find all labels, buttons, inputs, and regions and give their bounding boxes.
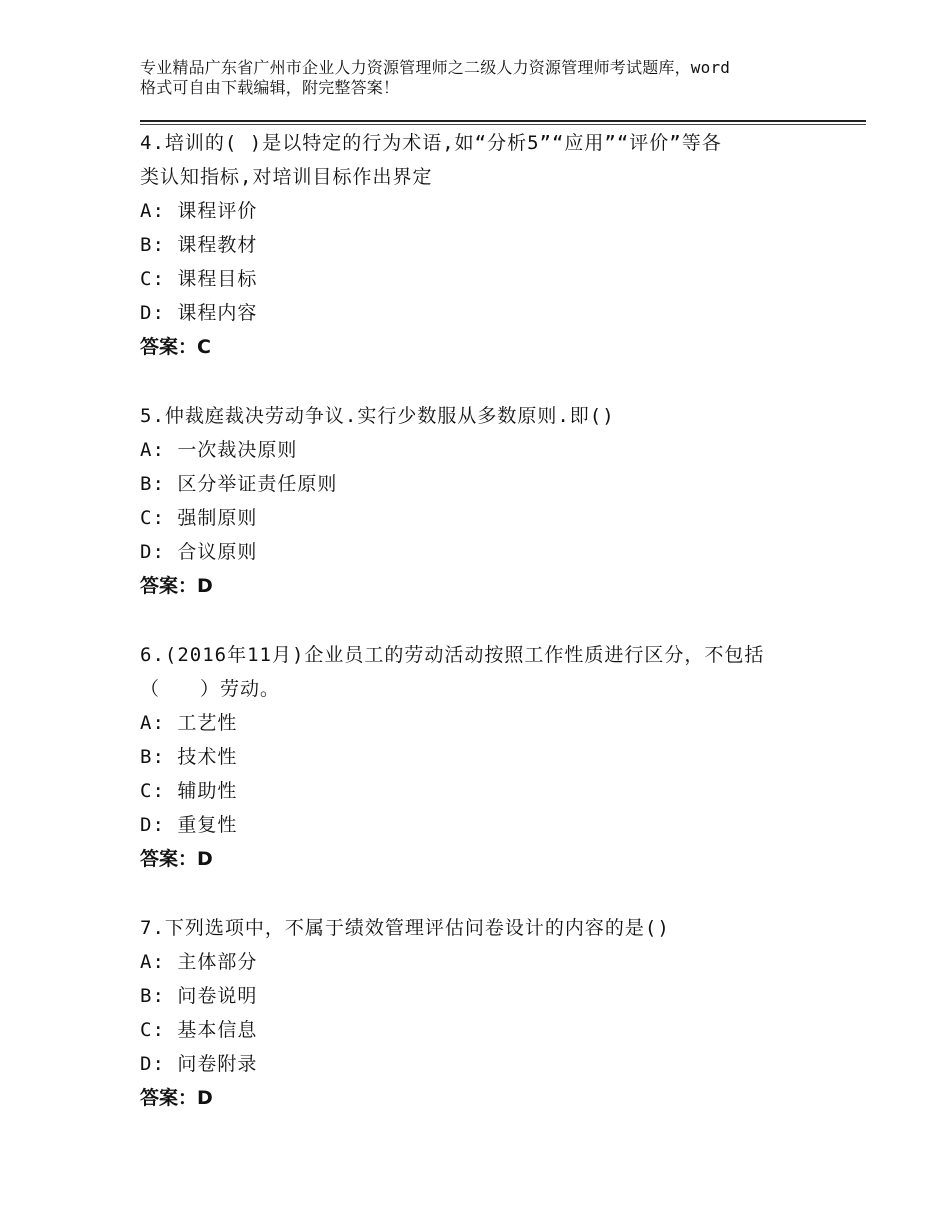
header-line-2: 格式可自由下载编辑，附完整答案！ [140,78,400,97]
document-header [140,58,840,98]
option-b: B: 技术性 [140,746,238,768]
question-4 [140,126,840,364]
question-stem-line-1: 6.(2016年11月)企业员工的劳动活动按照工作性质进行区分，不包括 [140,644,765,666]
option-c: C: 强制原则 [140,507,258,529]
option-a: A: 工艺性 [140,712,238,734]
answer-label: 答案：D [140,1087,213,1109]
question-stem-line-1: 4.培训的( )是以特定的行为术语,如“分析5”“应用”“评价”等各 [140,132,722,154]
option-b: B: 问卷说明 [140,985,258,1007]
option-d: D: 合议原则 [140,541,258,563]
answer-label: 答案：D [140,575,213,597]
question-6 [140,638,840,876]
option-c: C: 基本信息 [140,1019,258,1041]
option-a: A: 主体部分 [140,951,258,973]
option-a: A: 一次裁决原则 [140,439,298,461]
question-stem-line-1: 7.下列选项中，不属于绩效管理评估问卷设计的内容的是() [140,917,670,939]
option-d: D: 课程内容 [140,302,258,324]
option-d: D: 问卷附录 [140,1053,258,1075]
header-divider-thin [140,124,866,125]
question-stem-line-2: （ ）劳动。 [140,678,281,700]
header-line-1: 专业精品广东省广州市企业人力资源管理师之二级人力资源管理师考试题库，word [140,58,731,77]
answer-label: 答案：C [140,336,211,358]
answer-label: 答案：D [140,848,213,870]
question-7 [140,911,840,1115]
option-a: A: 课程评价 [140,200,258,222]
question-5 [140,399,840,603]
option-c: C: 辅助性 [140,780,238,802]
option-d: D: 重复性 [140,814,238,836]
question-stem-line-2: 类认知指标,对培训目标作出界定 [140,166,433,188]
option-b: B: 课程教材 [140,234,258,256]
option-c: C: 课程目标 [140,268,258,290]
header-divider-thick [140,120,866,122]
question-stem-line-1: 5.仲裁庭裁决劳动争议.实行少数服从多数原则.即() [140,405,615,427]
option-b: B: 区分举证责任原则 [140,473,338,495]
